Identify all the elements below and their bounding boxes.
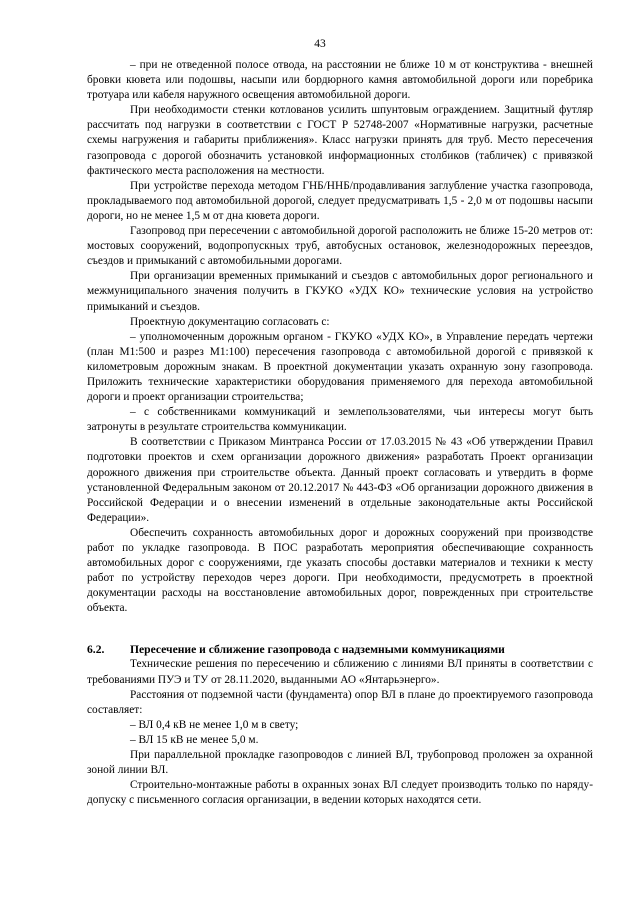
paragraph: Газопровод при пересечении с автомобильной дорогой расположить не ближе 15-20 метров от: мостовых сооружений, водопропускных труб, автобусных остановок, железнодорожных переездов, съездов и примыканий с автомобильными дорогами. [87,225,593,268]
paragraph: При необходимости стенки котлованов усилить шпунтовым ограждением. Защитный футляр рассчитать под нагрузки в соответствии с ГОСТ Р 52748-2007 «Нормативные нагрузки, расчетные схемы нагружения и габариты приближения». Класс нагрузки принять для труб. Место пересечения газопровода с дорогой обозначить установкой информационных столбиков (табличек) с привязкой фактического места расположения на местности. [87,104,593,177]
paragraph: При параллельной прокладке газопроводов с линией ВЛ, трубопровод проложен за охранной зоной линии ВЛ. [87,749,593,777]
list-item: – с собственниками коммуникаций и землепользователями, чьи интересы могут быть затронуты в результате строительства коммуникации. [87,406,593,434]
paragraph: – при не отведенной полосе отвода, на расстоянии не ближе 10 м от конструктива - внешней бровки кювета или подошвы, насыпи или бордюрного камня автомобильной дороги или поребрика тротуара или кабеля наружного освещения автомобильной дороги. [87,59,593,102]
paragraph: Строительно-монтажные работы в охранных зонах ВЛ следует производить только по наряду-допуску с письменного согласия организации, в ведении которых находятся сети. [87,779,593,807]
paragraph: Технические решения по пересечению и сближению с линиями ВЛ приняты в соответствии с требованиями ПУЭ и ТУ от 28.11.2020, выданными АО «Янтарьэнерго». [87,658,593,686]
document-body [87,58,593,808]
page-number: 43 [314,38,326,50]
list-item: – ВЛ 15 кВ не менее 5,0 м. [130,733,259,746]
section-heading [87,642,593,657]
list-item: – уполномоченным дорожным органом - ГКУКО «УДХ КО», в Управление передать чертежи (план М1:500 и разрез М1:100) пересечения газопровода с автомобильной дорогой с привязкой к километровым дорожным знакам. В проектной документации указать охранную зону газопровода. Приложить технические характеристики оборудования применяемого для перехода автомобильной дороги и проект организации строительства; [87,330,593,404]
paragraph: В соответствии с Приказом Минтранса России от 17.03.2015 № 43 «Об утверждении Правил подготовки проектов и схем организации дорожного движения» разработать Проект организации дорожного движения при строительстве объекта. Данный проект согласовать и утвердить в форме установленной Федеральным законом от 20.12.2017 № 443-ФЗ «Об организации дорожного движения в Российской Федерации и о внесении изменений в отдельные законодательные акты Российской Федерации». [87,436,593,524]
section-title: Пересечение и сближение газопровода с надземными коммуникациями [130,643,505,657]
paragraph: Проектную документацию согласовать с: [130,315,330,328]
paragraph: При организации временных примыканий и съездов с автомобильных дорог регионального и межмуниципального значения получить в ГКУКО «УДХ КО» технические условия на устройство примыканий и съездов. [87,270,593,313]
paragraph: Обеспечить сохранность автомобильных дорог и дорожных сооружений при производстве работ по укладке газопровода. В ПОС разработать мероприятия обеспечивающие сохранность автомобильных дорог с сооружениями, где указать способы доставки материалов и техники к месту работ по устройству переходов через дороги. При необходимости, предусмотреть в проектной документации расходы на восстановление автомобильных дорог, поврежденных при строительстве объекта. [87,526,593,615]
section-number: 6.2. [87,643,105,657]
paragraph: При устройстве перехода методом ГНБ/ННБ/продавливания заглубление участка газопровода, прокладываемого под автомобильной дорогой, следует предусматривать 1,5 - 2,0 м от подошвы насыпи дороги, но не менее 1,5 м от дна кювета дороги. [87,179,593,222]
paragraph: Расстояния от подземной части (фундамента) опор ВЛ в плане до проектируемого газопровода составляет: [87,688,593,716]
list-item: – ВЛ 0,4 кВ не менее 1,0 м в свету; [130,718,299,731]
